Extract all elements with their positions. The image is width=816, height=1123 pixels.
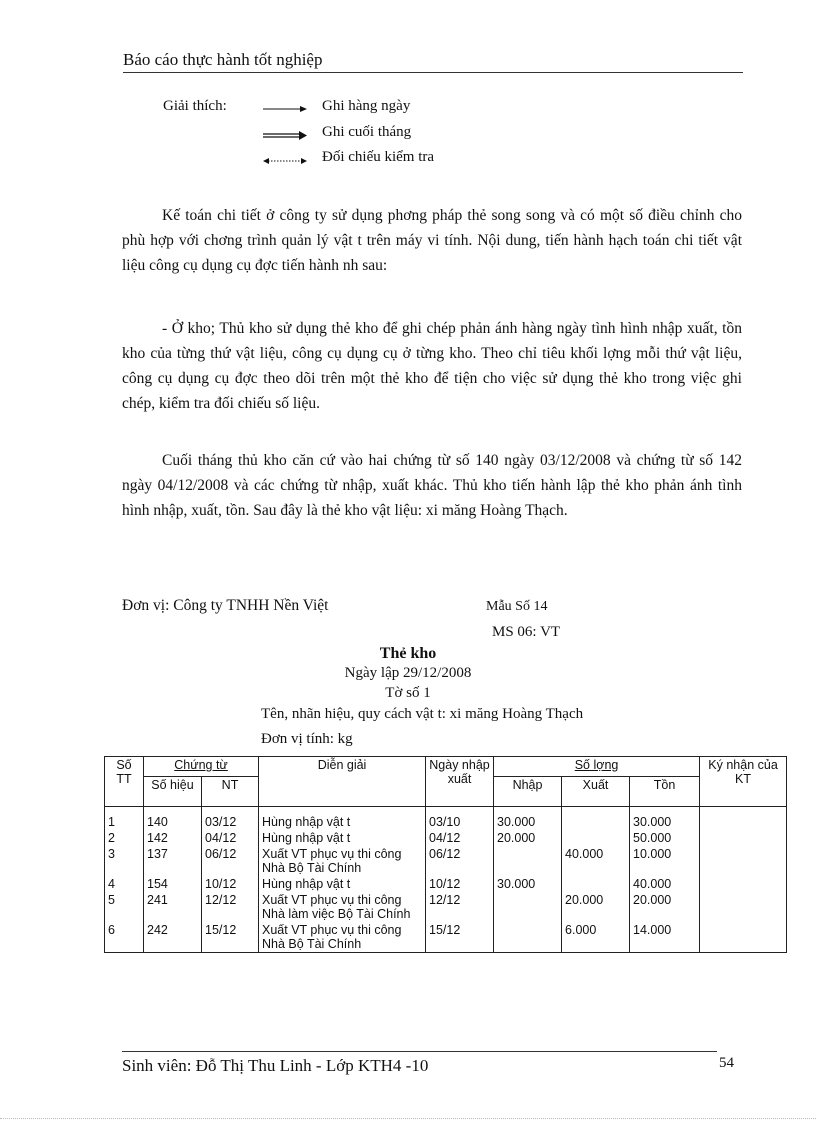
cell-nhap <box>494 846 562 876</box>
paragraph-text: - Ở kho; Thủ kho sử dụng thẻ kho để ghi chép phản ánh hàng ngày tình hình nhập xuất, tồn kho của từng thứ vật liệu, công cụ dụng cụ ở từng kho. Theo chỉ tiêu khối lợng mỗi thứ vật liệu, công cụ dụng cụ đợc theo dõi trên một thẻ kho để tiện cho việc sử dụng thẻ kho trong việc ghi chép, kiểm tra đối chiếu số liệu. <box>122 320 742 412</box>
cell-ngay: 12/12 <box>426 892 494 922</box>
header-so-luong <box>494 757 700 777</box>
cell-ton: 40.000 <box>630 876 700 892</box>
form-number: Mẫu Số 14 <box>486 599 548 614</box>
table-row <box>105 846 787 876</box>
cell-ton: 10.000 <box>630 846 700 876</box>
cell-stt: 2 <box>105 830 144 846</box>
cell-nhap <box>494 922 562 953</box>
paragraph-3 <box>122 448 742 523</box>
legend-item-reconcile <box>262 149 434 166</box>
header-so-tt: Số TT <box>105 757 144 807</box>
cell-dien-giai: Hùng nhập vật t <box>259 876 426 892</box>
cell-nhap: 20.000 <box>494 830 562 846</box>
header-chung-tu-label: Chứng từ <box>174 758 228 772</box>
footer-divider <box>122 1051 717 1052</box>
legend-label: Giải thích: <box>163 98 227 114</box>
form-date: Ngày lập 29/12/2008 <box>344 665 472 681</box>
material-name: Tên, nhãn hiệu, quy cách vật t: xi măng Hoàng Thạch <box>261 706 584 722</box>
form-code: MS 06: VT <box>492 624 561 640</box>
cell-so-hieu: 154 <box>144 876 202 892</box>
cell-xuat: 20.000 <box>562 892 630 922</box>
cell-ngay: 03/10 <box>426 807 494 831</box>
cell-ngay: 10/12 <box>426 876 494 892</box>
page-header: Báo cáo thực hành tốt nghiệp <box>123 50 743 73</box>
cell-ton: 30.000 <box>630 807 700 831</box>
header-ky-nhan: Ký nhận của KT <box>700 757 787 807</box>
legend-item-daily <box>262 98 410 115</box>
cell-stt: 6 <box>105 922 144 953</box>
cell-ton: 50.000 <box>630 830 700 846</box>
double-arrow-icon <box>262 126 308 140</box>
cell-so-hieu: 140 <box>144 807 202 831</box>
paragraph-text: Cuối tháng thủ kho căn cứ vào hai chứng từ số 140 ngày 03/12/2008 và chứng từ số 142 ngày 04/12/2008 và các chứng từ nhập, xuất khác. Thủ kho tiến hành lập thẻ kho phản ánh tình hình nhập, xuất, tồn. Sau đây là thẻ kho vật liệu: xi măng Hoàng Thạch. <box>122 452 742 519</box>
cell-ky <box>700 830 787 846</box>
table-row <box>105 922 787 953</box>
header-dien-giai: Diễn giải <box>259 757 426 807</box>
table-row <box>105 876 787 892</box>
cell-ky <box>700 876 787 892</box>
cell-ton: 14.000 <box>630 922 700 953</box>
cell-ngay: 15/12 <box>426 922 494 953</box>
legend-item-monthly <box>262 124 411 141</box>
header-so-luong-label: Số lợng <box>574 758 619 772</box>
cell-xuat: 6.000 <box>562 922 630 953</box>
form-title: Thẻ kho <box>379 645 437 662</box>
cell-nt: 12/12 <box>202 892 259 922</box>
cell-stt: 5 <box>105 892 144 922</box>
cell-nhap: 30.000 <box>494 807 562 831</box>
legend-text: Đối chiếu kiểm tra <box>322 149 435 165</box>
cell-dien-giai: Hùng nhập vật t <box>259 807 426 831</box>
cell-xuat <box>562 830 630 846</box>
header-ton: Tồn <box>630 777 700 807</box>
paragraph-1 <box>122 203 742 278</box>
cell-ngay: 04/12 <box>426 830 494 846</box>
cell-ton: 20.000 <box>630 892 700 922</box>
cell-stt: 4 <box>105 876 144 892</box>
cell-stt: 3 <box>105 846 144 876</box>
cell-so-hieu: 242 <box>144 922 202 953</box>
unit-of-measure: Đơn vị tính: kg <box>261 731 353 747</box>
cell-nhap: 30.000 <box>494 876 562 892</box>
thin-arrow-icon <box>262 100 308 114</box>
cell-ky <box>700 807 787 831</box>
header-xuat: Xuất <box>562 777 630 807</box>
cell-nhap <box>494 892 562 922</box>
table-row <box>105 807 787 831</box>
cell-ky <box>700 922 787 953</box>
header-ngay: Ngày nhập xuất <box>426 757 494 807</box>
legend-text: Ghi hàng ngày <box>322 98 411 114</box>
cell-nt: 04/12 <box>202 830 259 846</box>
cell-stt: 1 <box>105 807 144 831</box>
stock-card-table <box>104 756 787 953</box>
cell-xuat: 40.000 <box>562 846 630 876</box>
cell-xuat <box>562 876 630 892</box>
cell-ky <box>700 846 787 876</box>
table-row <box>105 892 787 922</box>
header-nhap: Nhập <box>494 777 562 807</box>
cell-nt: 10/12 <box>202 876 259 892</box>
cell-nt: 03/12 <box>202 807 259 831</box>
sheet-number: Tờ số 1 <box>385 685 431 701</box>
header-nt: NT <box>202 777 259 807</box>
paragraph-2 <box>122 316 742 416</box>
cell-so-hieu: 142 <box>144 830 202 846</box>
cell-dien-giai: Xuất VT phục vụ thi công Nhà làm việc Bộ Tài Chính <box>259 892 426 922</box>
cell-xuat <box>562 807 630 831</box>
legend-text: Ghi cuối tháng <box>322 124 412 140</box>
cell-so-hieu: 137 <box>144 846 202 876</box>
cell-nt: 06/12 <box>202 846 259 876</box>
footer-student: Sinh viên: Đỗ Thị Thu Linh - Lớp KTH4 -10 <box>122 1056 429 1075</box>
page-number: 54 <box>719 1055 734 1071</box>
header-so-hieu: Số hiệu <box>144 777 202 807</box>
paragraph-text: Kế toán chi tiết ở công ty sử dụng phơng pháp thẻ song song và có một số điều chỉnh cho phù hợp với chơng trình quản lý vật t trên máy vi tính. Nội dung, tiến hành hạch toán chi tiết vật liệu công cụ dụng cụ đợc tiến hành nh sau: <box>122 207 742 274</box>
cell-ky <box>700 892 787 922</box>
table-row <box>105 830 787 846</box>
cell-nt: 15/12 <box>202 922 259 953</box>
header-chung-tu <box>144 757 259 777</box>
cell-dien-giai: Hùng nhập vật t <box>259 830 426 846</box>
cell-dien-giai: Xuất VT phục vụ thi công Nhà Bộ Tài Chính <box>259 922 426 953</box>
unit-name: Đơn vị: Công ty TNHH Nền Việt <box>122 597 329 614</box>
dotted-double-arrow-icon <box>262 151 308 165</box>
cell-so-hieu: 241 <box>144 892 202 922</box>
cell-dien-giai: Xuất VT phục vụ thi công Nhà Bộ Tài Chính <box>259 846 426 876</box>
page-edge-divider <box>0 1118 816 1119</box>
cell-ngay: 06/12 <box>426 846 494 876</box>
